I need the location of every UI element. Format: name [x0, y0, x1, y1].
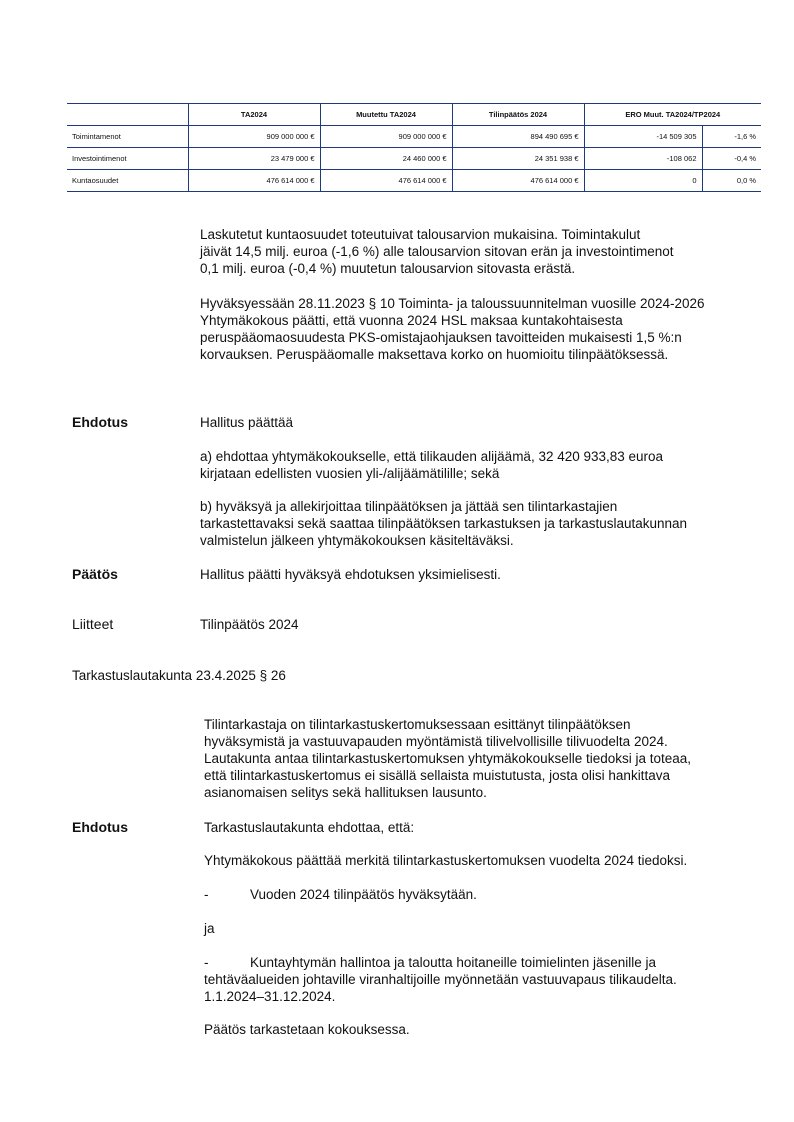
text-line: 1.1.2024–31.12.2024.	[204, 989, 336, 1004]
cell-pct: -1,6 %	[702, 126, 761, 148]
text-line: Laskutetut kuntaosuudet toteutuivat talousarvion mukaisina. Toimintakulut	[200, 227, 641, 242]
liitteet-label: Liitteet	[72, 616, 114, 632]
table-header-row	[67, 104, 761, 126]
header-ta2024: TA2024	[188, 104, 320, 126]
text-line: Hyväksyessään 28.11.2023 § 10 Toiminta- ja taloussuunnitelman vuosille 2024-2026	[200, 296, 705, 311]
cell-muutettu: 909 000 000 €	[320, 126, 452, 148]
header-tilinpaatos: Tilinpäätös 2024	[452, 104, 584, 126]
ehdotus2-closing: Päätös tarkastetaan kokouksessa.	[204, 1022, 410, 1037]
cell-muutettu: 476 614 000 €	[320, 170, 452, 192]
dash-bullet: -	[204, 955, 209, 970]
header-muutettu: Muutettu TA2024	[320, 104, 452, 126]
cell-tp: 24 351 938 €	[452, 148, 584, 170]
text-line: kirjataan edellisten vuosien yli-/alijäämätilille; sekä	[200, 466, 500, 481]
budget-table	[67, 103, 761, 192]
cell-pct: -0,4 %	[702, 148, 761, 170]
table-row	[67, 126, 761, 148]
table-row	[67, 170, 761, 192]
cell-ta: 23 479 000 €	[188, 148, 320, 170]
paragraph-peruspaaoma	[200, 295, 705, 363]
cell-tp: 894 490 695 €	[452, 126, 584, 148]
row-label: Investointimenot	[67, 148, 188, 170]
text-line: 0,1 milj. euroa (-0,4 %) muutetun talousarvion sitovasta erästä.	[200, 261, 576, 276]
paragraph-kuntaosuudet	[200, 226, 674, 277]
cell-muutettu: 24 460 000 €	[320, 148, 452, 170]
table-row	[67, 148, 761, 170]
ehdotus2-ja: ja	[204, 921, 215, 936]
text-line: korvauksen. Peruspääomalle maksettava korko on huomioitu tilinpäätöksessä.	[200, 347, 669, 362]
ehdotus-item-b	[200, 498, 687, 549]
cell-ero: -108 062	[584, 148, 702, 170]
cell-ta: 476 614 000 €	[188, 170, 320, 192]
dash-bullet: -	[204, 887, 209, 902]
text-line: Lautakunta antaa tilintarkastuskertomuksen yhtymäkokoukselle tiedoksi ja toteaa,	[204, 751, 692, 766]
ehdotus2-line1: Yhtymäkokous päättää merkitä tilintarkastuskertomuksen vuodelta 2024 tiedoksi.	[204, 853, 688, 868]
ehdotus2-label: Ehdotus	[72, 819, 128, 835]
text-line: jäivät 14,5 milj. euroa (-1,6 %) alle talousarvion sitovan erän ja investointimenot	[200, 244, 674, 259]
ehdotus2-item1	[204, 886, 477, 903]
text-line: b) hyväksyä ja allekirjoittaa tilinpäätöksen ja jättää sen tilintarkastajien	[200, 499, 618, 514]
text-line: Tilintarkastaja on tilintarkastuskertomuksessaan esittänyt tilinpäätöksen	[204, 717, 631, 732]
cell-ero: -14 509 305	[584, 126, 702, 148]
paatos-label: Päätös	[72, 566, 118, 582]
paatos-text: Hallitus päätti hyväksyä ehdotuksen yksimielisesti.	[200, 567, 501, 582]
text-line: että tilintarkastuskertomus ei sisällä sellaista muistutusta, josta olisi hankittava	[204, 768, 670, 783]
cell-pct: 0,0 %	[702, 170, 761, 192]
cell-ero: 0	[584, 170, 702, 192]
header-empty	[67, 104, 188, 126]
text-line: hyväksymistä ja vastuuvapauden myöntämistä tilivelvollisille tilivuodelta 2024.	[204, 734, 668, 749]
item1-text: Vuoden 2024 tilinpäätös hyväksytään.	[250, 887, 477, 902]
text-line: valmistelun jälkeen yhtymäkokouksen käsiteltäväksi.	[200, 533, 514, 548]
ehdotus-intro: Hallitus päättää	[200, 415, 294, 430]
ehdotus-label: Ehdotus	[72, 414, 128, 430]
ehdotus2-intro: Tarkastuslautakunta ehdottaa, että:	[204, 820, 415, 835]
text-line: asianomaisen selitys sekä hallituksen lausunto.	[204, 785, 487, 800]
row-label: Kuntaosuudet	[67, 170, 188, 192]
cell-ta: 909 000 000 €	[188, 126, 320, 148]
text-line: peruspääomaosuudesta PKS-omistajaohjauksen tavoitteiden mukaisesti 1,5 %:n	[200, 330, 682, 345]
text-line: Yhtymäkokous päätti, että vuonna 2024 HSL maksaa kuntakohtaisesta	[200, 313, 623, 328]
ehdotus-item-a	[200, 448, 663, 482]
tarkastus-paragraph	[204, 716, 691, 801]
tarkastus-heading: Tarkastuslautakunta 23.4.2025 § 26	[72, 668, 286, 683]
row-label: Toimintamenot	[67, 126, 188, 148]
text-line: a) ehdottaa yhtymäkokoukselle, että tilikauden alijäämä, 32 420 933,83 euroa	[200, 449, 664, 464]
text-line: tarkastettavaksi sekä saattaa tilinpäätöksen tarkastuksen ja tarkastuslautakunnan	[200, 516, 688, 531]
liitteet-text: Tilinpäätös 2024	[200, 617, 299, 632]
text-line: tehtäväalueiden johtaville viranhaltijoille myönnetään vastuuvapaus tilikaudelta.	[204, 972, 677, 987]
cell-tp: 476 614 000 €	[452, 170, 584, 192]
item2-first-line: Kuntayhtymän hallintoa ja taloutta hoitaneille toimielinten jäsenille ja	[250, 955, 657, 970]
ehdotus2-item2	[204, 954, 677, 1005]
header-ero: ERO Muut. TA2024/TP2024	[584, 104, 761, 126]
